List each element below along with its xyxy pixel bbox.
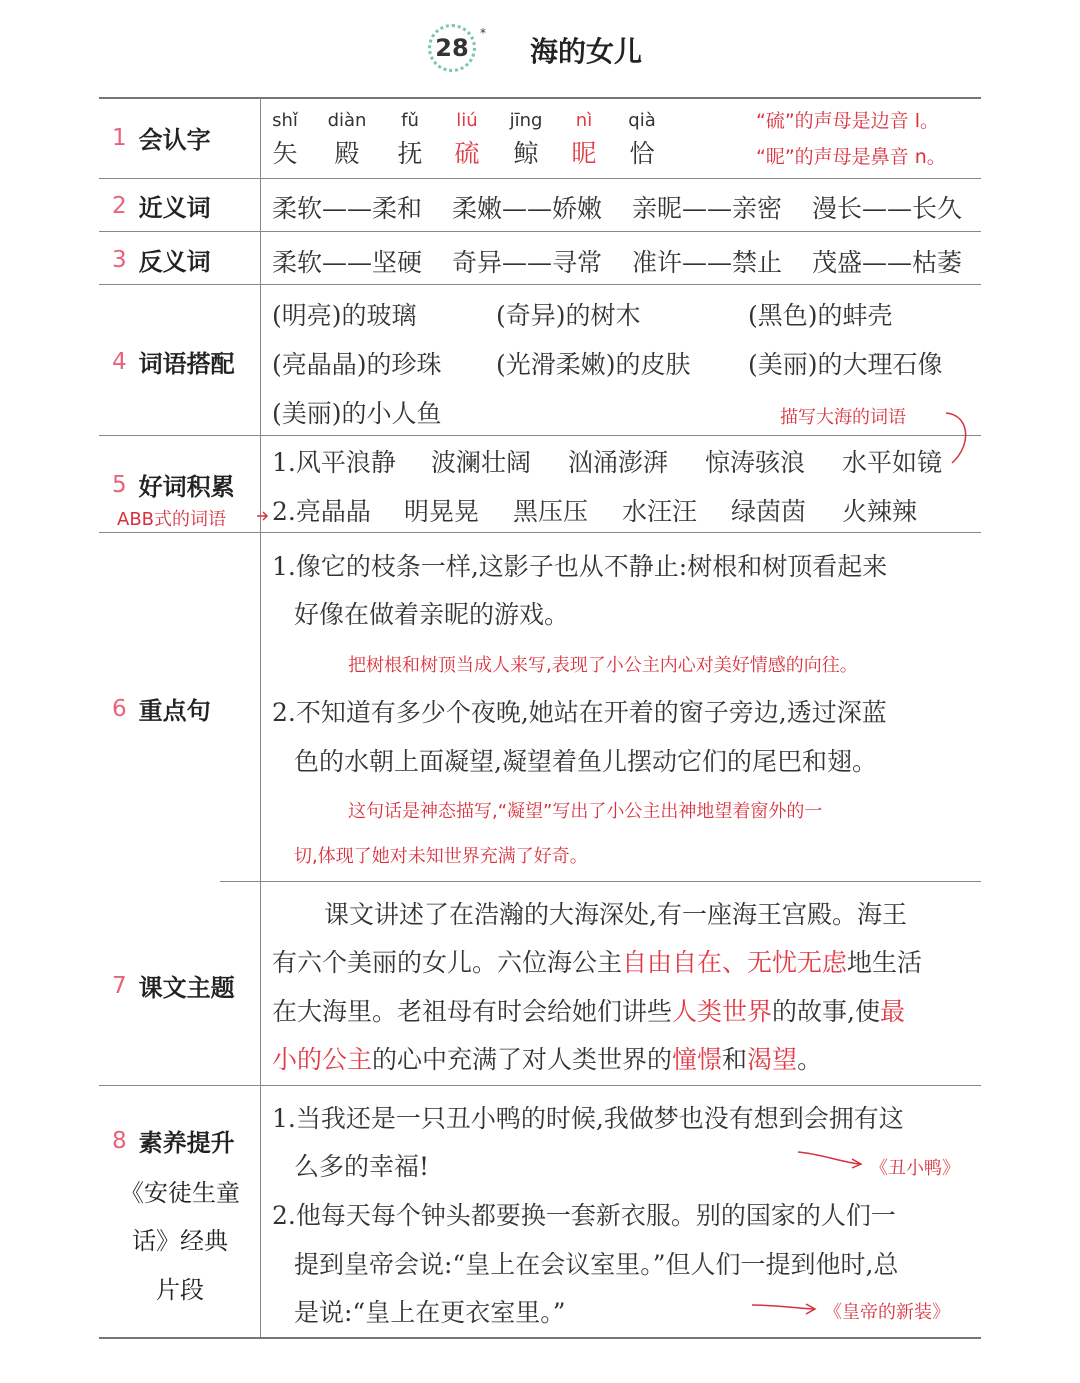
good-word: 绿茵茵 xyxy=(731,497,807,526)
pinyin: nì xyxy=(575,110,593,131)
section-label-4 xyxy=(112,344,235,379)
char-with-pinyin-highlight xyxy=(445,110,489,170)
section-number: 1 xyxy=(112,124,127,151)
good-word: 惊涛骇浪 xyxy=(705,448,806,477)
row-divider xyxy=(99,1085,981,1086)
lesson-number-badge xyxy=(428,24,476,72)
synonym-pair: 漫长——长久 xyxy=(812,194,963,223)
pinyin: diàn xyxy=(327,110,367,131)
section-title: 素养提升 xyxy=(138,1129,235,1157)
collocation: (亮晶晶)的珍珠 xyxy=(272,350,442,379)
good-word: 明晃晃 xyxy=(404,497,480,526)
theme-highlight: 憧憬 xyxy=(672,1045,723,1074)
collocation: (黑色)的蚌壳 xyxy=(748,301,893,330)
theme-highlight: 自由自在、无忧无虑 xyxy=(622,948,848,977)
row-divider xyxy=(99,178,981,179)
annotation-note: “昵”的声母是鼻音 n。 xyxy=(756,146,946,168)
theme-text: 的故事,使 xyxy=(772,997,880,1026)
theme-text: 。 xyxy=(797,1045,823,1074)
antonym-pair: 奇异——寻常 xyxy=(452,248,603,277)
theme-text: 在大海里。老祖母有时会给她们讲些 xyxy=(272,997,673,1026)
collocation: (明亮)的玻璃 xyxy=(272,301,417,330)
good-word: 水平如镜 xyxy=(842,448,943,477)
theme-highlight: 渴望 xyxy=(747,1045,798,1074)
excerpt-line: 2.他每天每个钟头都要换一套新衣服。别的国家的人们一 xyxy=(272,1201,896,1230)
char-with-pinyin xyxy=(388,110,432,170)
character: 硫 xyxy=(454,139,480,168)
theme-line: 课文讲述了在浩瀚的大海深处,有一座海王宫殿。海王 xyxy=(324,900,907,929)
good-word: 风平浪静 xyxy=(295,448,396,477)
section-label-2 xyxy=(112,188,211,223)
good-word: 水汪汪 xyxy=(622,497,698,526)
source-arrow xyxy=(750,1299,820,1319)
key-sentence: 2.不知道有多少个夜晚,她站在开着的窗子旁边,透过深蓝 xyxy=(272,698,887,727)
section-title: 好词积累 xyxy=(138,473,235,501)
source-arrow xyxy=(796,1148,866,1172)
section-number: 3 xyxy=(112,246,127,273)
annotation-curve-arrow xyxy=(940,405,980,467)
annotation-arrow xyxy=(255,508,271,524)
theme-line xyxy=(272,1040,822,1076)
section-title: 近义词 xyxy=(138,194,211,222)
key-sentence: 好像在做着亲昵的游戏。 xyxy=(294,600,570,629)
char-with-pinyin xyxy=(263,110,307,170)
table-bottom-rule xyxy=(99,1337,981,1339)
theme-text: 地生活 xyxy=(847,948,923,977)
section-subtitle: 片段 xyxy=(156,1276,204,1304)
theme-text: 和 xyxy=(722,1045,748,1074)
row-divider xyxy=(99,284,981,285)
section-number: 6 xyxy=(112,695,127,722)
collocation: (美丽)的大理石像 xyxy=(748,350,943,379)
theme-highlight: 小的公主 xyxy=(272,1045,373,1074)
section-title: 反义词 xyxy=(138,248,211,276)
antonym-pair: 准许——禁止 xyxy=(632,248,783,277)
section-label-1 xyxy=(112,120,211,155)
theme-line xyxy=(272,992,905,1028)
section-number: 7 xyxy=(112,972,127,999)
annotation-note: ABB式的词语 xyxy=(117,509,227,530)
char-with-pinyin-highlight xyxy=(562,110,606,170)
collocation: (奇异)的树木 xyxy=(496,301,641,330)
synonym-pair: 柔嫩——娇嫩 xyxy=(452,194,603,223)
good-word: 波澜壮阔 xyxy=(431,448,532,477)
character: 殿 xyxy=(334,139,360,168)
character: 鲸 xyxy=(513,139,539,168)
theme-highlight: 人类世界 xyxy=(672,997,773,1026)
char-with-pinyin xyxy=(325,110,369,170)
lesson-number: 28 xyxy=(435,34,469,62)
excerpt-source: 《丑小鸭》 xyxy=(870,1158,960,1179)
row-divider xyxy=(99,435,981,436)
section-title: 重点句 xyxy=(138,697,211,725)
section-label-8 xyxy=(112,1123,235,1158)
synonym-pair: 柔软——柔和 xyxy=(272,194,423,223)
word-row xyxy=(272,492,371,528)
section-subtitle: 《安徒生童 xyxy=(120,1179,240,1207)
pinyin: shǐ xyxy=(272,110,298,131)
section-number: 5 xyxy=(112,471,127,498)
section-label-7 xyxy=(112,968,235,1003)
pinyin: fǔ xyxy=(401,110,419,131)
annotation-note: 这句话是神态描写,“凝望”写出了小公主出神地望着窗外的一 xyxy=(348,801,823,822)
section-label-3 xyxy=(112,242,211,277)
row-divider xyxy=(220,881,981,882)
row-prefix: 1. xyxy=(272,448,296,477)
good-word: 汹涌澎湃 xyxy=(568,448,669,477)
pinyin: liú xyxy=(456,110,478,131)
key-sentence: 色的水朝上面凝望,凝望着鱼儿摆动它们的尾巴和翅。 xyxy=(294,747,877,776)
excerpt-line: 是说:“皇上在更衣室里。” xyxy=(294,1298,566,1327)
pinyin: qià xyxy=(628,110,656,131)
character: 昵 xyxy=(571,139,597,168)
char-with-pinyin xyxy=(620,110,664,170)
section-number: 4 xyxy=(112,348,127,375)
section-number: 8 xyxy=(112,1127,127,1154)
antonym-pair: 茂盛——枯萎 xyxy=(812,248,963,277)
section-title: 会认字 xyxy=(138,126,211,154)
antonym-pair: 柔软——坚硬 xyxy=(272,248,423,277)
section-number: 2 xyxy=(112,192,127,219)
character: 抚 xyxy=(397,139,423,168)
collocation: (光滑柔嫩)的皮肤 xyxy=(496,350,691,379)
section-subtitle: 话》经典 xyxy=(132,1227,228,1255)
theme-text: 的心中充满了对人类世界的 xyxy=(372,1045,673,1074)
row-divider xyxy=(99,532,981,533)
excerpt-line: 1.当我还是一只丑小鸭的时候,我做梦也没有想到会拥有这 xyxy=(272,1104,904,1133)
pinyin: jīng xyxy=(509,110,543,131)
theme-line xyxy=(272,943,922,979)
row-divider xyxy=(99,231,981,232)
word-row xyxy=(272,443,396,479)
annotation-note: 描写大海的词语 xyxy=(780,407,906,428)
section-label-6 xyxy=(112,691,211,726)
good-word: 火辣辣 xyxy=(842,497,918,526)
excerpt-source: 《皇帝的新装》 xyxy=(824,1302,950,1323)
excerpt-line: 么多的幸福! xyxy=(294,1152,430,1181)
annotation-note: 把树根和树顶当成人来写,表现了小公主内心对美好情感的向往。 xyxy=(348,655,858,676)
annotation-note: “硫”的声母是边音 l。 xyxy=(756,110,940,132)
char-with-pinyin xyxy=(504,110,548,170)
collocation: (美丽)的小人鱼 xyxy=(272,399,442,428)
synonym-pair: 亲昵——亲密 xyxy=(632,194,783,223)
character: 矢 xyxy=(272,139,298,168)
lesson-title: 海的女儿 xyxy=(530,35,643,68)
section-title: 课文主题 xyxy=(138,974,235,1002)
table-top-rule xyxy=(99,97,981,99)
theme-text: 有六个美丽的女儿。六位海公主 xyxy=(272,948,623,977)
section-label-5 xyxy=(112,467,235,502)
row-prefix: 2. xyxy=(272,497,296,526)
lesson-star-mark: * xyxy=(480,26,486,40)
excerpt-line: 提到皇帝会说:“皇上在会议室里。”但人们一提到他时,总 xyxy=(294,1250,899,1279)
good-word: 亮晶晶 xyxy=(295,497,371,526)
good-word: 黑压压 xyxy=(513,497,589,526)
character: 恰 xyxy=(629,139,655,168)
annotation-note: 切,体现了她对未知世界充满了好奇。 xyxy=(294,846,588,867)
section-title: 词语搭配 xyxy=(138,350,235,378)
key-sentence: 1.像它的枝条一样,这影子也从不静止:树根和树顶看起来 xyxy=(272,552,888,581)
theme-highlight: 最 xyxy=(879,997,905,1026)
